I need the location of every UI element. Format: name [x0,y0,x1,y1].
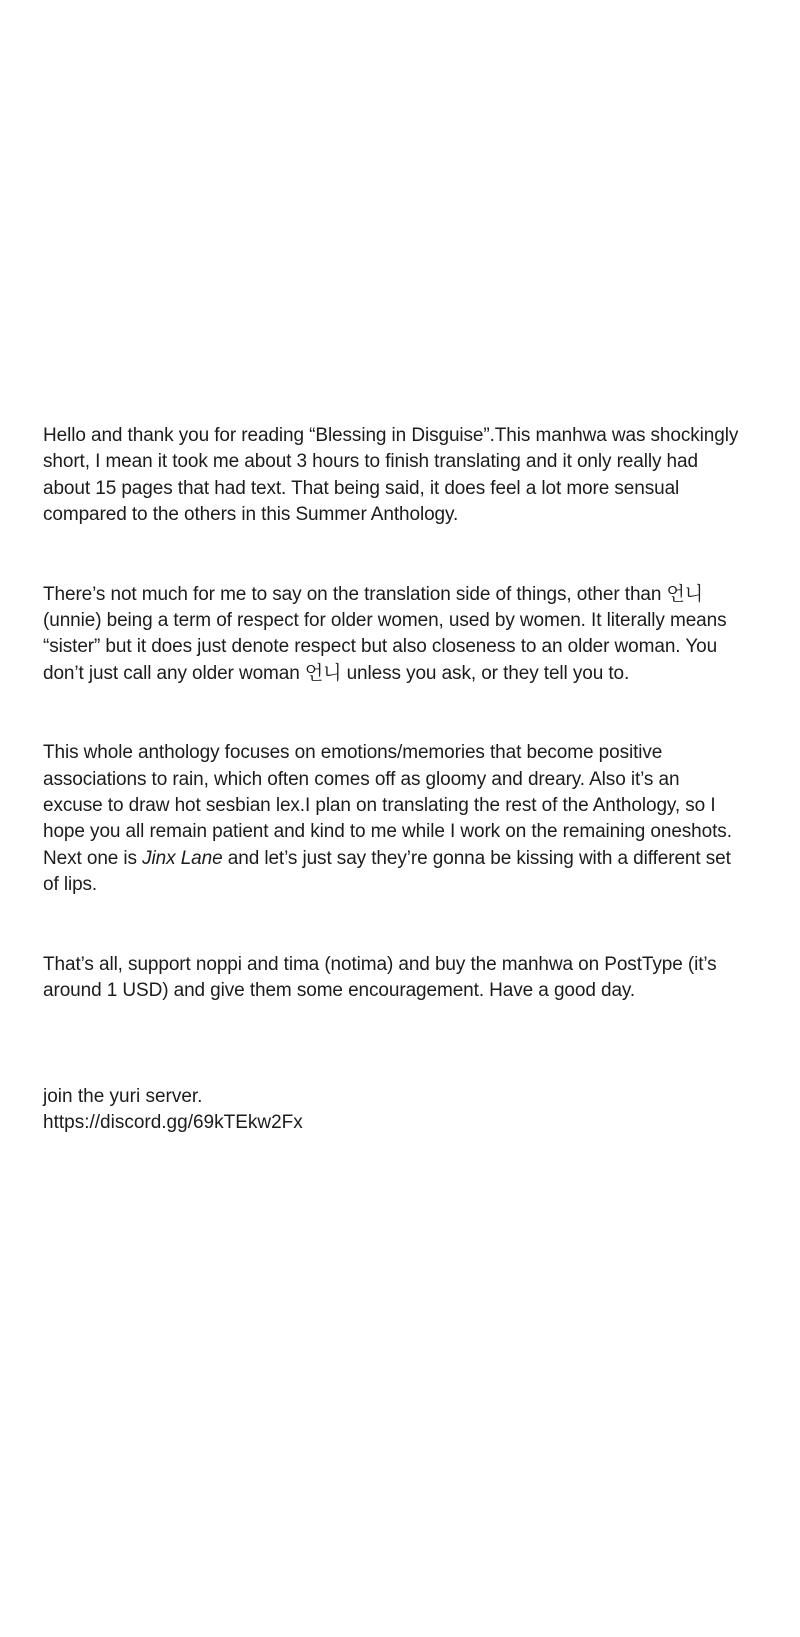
note-paragraph-support: That’s all, support noppi and tima (notima) and buy the manhwa on PostType (it’s around 1 USD) and give them some encouragement. Have a good day. [43,953,717,1002]
footer-invite [43,1084,743,1137]
discord-link[interactable]: https://discord.gg/69kTEkw2Fx [43,1111,303,1133]
anthology-text-after: and let’s just say they’re gonna be kissing with a different set of lips. [43,847,731,896]
note-paragraph-intro: Hello and thank you for reading “Blessing in Disguise”.This manhwa was shockingly short, I mean it took me about 3 hours to finish translating and it only really had about 15 pages that had text. That being said, it does feel a lot more sensual compared to the others in this Summer Anthology. [43,425,739,526]
note-paragraph-translation: There’s not much for me to say on the translation side of things, other than 언니 (unnie) being a term of respect for older women, used by women. It literally means “sister” but it does just denote respect but also closeness to an older woman. You don’t just call any older woman 언니 unless you ask, or they tell you to. [43,583,727,684]
anthology-text-before: This whole anthology focuses on emotions/memories that become positive associations to rain, which often comes off as gloomy and dreary. Also it’s an excuse to draw hot sesbian lex.I plan on translating the rest of the Anthology, so I hope you all remain patient and kind to me while I work on the remaining oneshots. Next one is [43,742,732,869]
note-paragraph-anthology [43,740,743,898]
invite-text: join the yuri server. [43,1085,203,1107]
translator-note [43,423,743,1136]
next-oneshot-title: Jinx Lane [142,847,223,869]
